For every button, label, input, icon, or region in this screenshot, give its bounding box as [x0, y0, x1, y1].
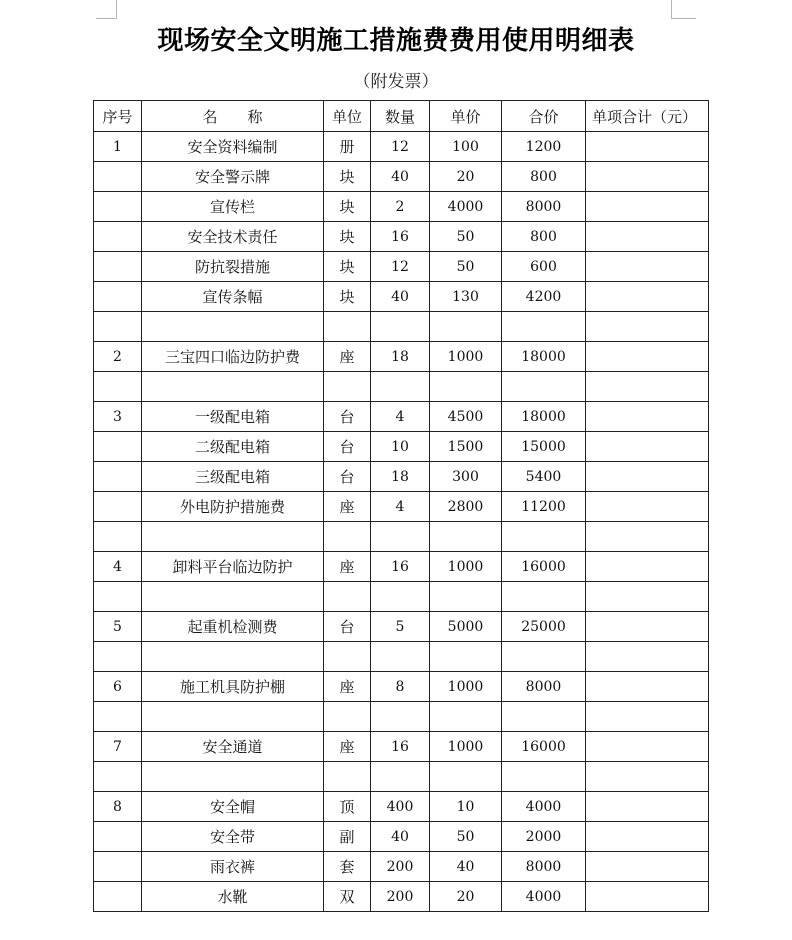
table-row	[94, 192, 709, 222]
row-qty-cell: 12	[371, 132, 430, 162]
row-subtotal-cell	[586, 402, 709, 432]
table-row	[94, 462, 709, 492]
row-total-cell	[502, 372, 586, 402]
row-name-cell: 二级配电箱	[142, 432, 324, 462]
table-row	[94, 642, 709, 672]
row-unit-cell: 座	[324, 732, 371, 762]
row-total-cell: 16000	[502, 552, 586, 582]
row-index-cell	[94, 282, 142, 312]
row-unit-cell	[324, 522, 371, 552]
row-qty-cell	[371, 312, 430, 342]
page-corner-mark-right	[671, 0, 696, 19]
row-total-cell: 4000	[502, 882, 586, 912]
row-unit-cell: 块	[324, 162, 371, 192]
table-row	[94, 282, 709, 312]
row-total-cell: 16000	[502, 732, 586, 762]
row-name-cell	[142, 762, 324, 792]
table-row	[94, 882, 709, 912]
row-subtotal-cell	[586, 882, 709, 912]
row-price-cell: 4500	[430, 402, 502, 432]
table-row	[94, 582, 709, 612]
row-index-cell	[94, 762, 142, 792]
row-subtotal-cell	[586, 702, 709, 732]
row-subtotal-cell	[586, 282, 709, 312]
row-name-cell: 三级配电箱	[142, 462, 324, 492]
row-qty-cell: 200	[371, 852, 430, 882]
table-row	[94, 252, 709, 282]
row-name-cell: 防抗裂措施	[142, 252, 324, 282]
row-unit-cell: 台	[324, 612, 371, 642]
row-qty-cell: 40	[371, 162, 430, 192]
row-price-cell	[430, 582, 502, 612]
row-index-cell	[94, 702, 142, 732]
row-unit-cell: 副	[324, 822, 371, 852]
row-unit-cell: 套	[324, 852, 371, 882]
page-corner-mark-left	[96, 0, 117, 19]
row-price-cell: 20	[430, 162, 502, 192]
table-row	[94, 732, 709, 762]
row-total-cell	[502, 762, 586, 792]
row-subtotal-cell	[586, 462, 709, 492]
row-index-cell: 7	[94, 732, 142, 762]
row-qty-cell	[371, 702, 430, 732]
row-total-cell: 4200	[502, 282, 586, 312]
document-title: 现场安全文明施工措施费费用使用明细表	[157, 26, 635, 56]
row-name-cell: 施工机具防护棚	[142, 672, 324, 702]
row-price-cell: 50	[430, 822, 502, 852]
row-unit-cell: 块	[324, 252, 371, 282]
row-price-cell	[430, 522, 502, 552]
row-price-cell: 300	[430, 462, 502, 492]
row-unit-cell: 台	[324, 402, 371, 432]
row-name-cell	[142, 522, 324, 552]
row-subtotal-cell	[586, 642, 709, 672]
row-name-cell: 水靴	[142, 882, 324, 912]
row-price-cell	[430, 372, 502, 402]
row-subtotal-cell	[586, 672, 709, 702]
row-subtotal-cell	[586, 342, 709, 372]
row-price-cell: 100	[430, 132, 502, 162]
row-index-cell	[94, 432, 142, 462]
row-unit-cell	[324, 762, 371, 792]
header-qty: 数量	[371, 101, 430, 132]
row-index-cell: 1	[94, 132, 142, 162]
row-qty-cell: 10	[371, 432, 430, 462]
row-price-cell: 2800	[430, 492, 502, 522]
header-subtotal: 单项合计（元）	[586, 101, 709, 132]
table-row	[94, 702, 709, 732]
row-name-cell: 宣传条幅	[142, 282, 324, 312]
row-subtotal-cell	[586, 222, 709, 252]
header-unit: 单位	[324, 101, 371, 132]
row-subtotal-cell	[586, 312, 709, 342]
row-total-cell: 5400	[502, 462, 586, 492]
header-index: 序号	[94, 101, 142, 132]
row-name-cell: 安全技术责任	[142, 222, 324, 252]
table-row	[94, 372, 709, 402]
row-total-cell	[502, 522, 586, 552]
row-price-cell: 1000	[430, 672, 502, 702]
row-qty-cell: 18	[371, 462, 430, 492]
row-index-cell	[94, 162, 142, 192]
expense-table	[93, 100, 709, 912]
row-index-cell	[94, 462, 142, 492]
row-price-cell: 50	[430, 222, 502, 252]
table-row	[94, 552, 709, 582]
row-index-cell	[94, 222, 142, 252]
row-price-cell: 20	[430, 882, 502, 912]
row-price-cell: 1500	[430, 432, 502, 462]
row-unit-cell: 座	[324, 552, 371, 582]
header-name: 名 称	[142, 101, 324, 132]
row-qty-cell: 5	[371, 612, 430, 642]
row-total-cell: 8000	[502, 672, 586, 702]
row-qty-cell	[371, 582, 430, 612]
row-subtotal-cell	[586, 252, 709, 282]
row-total-cell: 8000	[502, 852, 586, 882]
row-index-cell	[94, 822, 142, 852]
row-total-cell	[502, 312, 586, 342]
row-subtotal-cell	[586, 192, 709, 222]
row-subtotal-cell	[586, 162, 709, 192]
row-name-cell: 外电防护措施费	[142, 492, 324, 522]
row-qty-cell: 16	[371, 222, 430, 252]
table-row	[94, 792, 709, 822]
row-price-cell: 1000	[430, 552, 502, 582]
row-name-cell: 安全通道	[142, 732, 324, 762]
row-name-cell: 安全资料编制	[142, 132, 324, 162]
row-unit-cell: 块	[324, 192, 371, 222]
row-index-cell	[94, 192, 142, 222]
row-unit-cell	[324, 642, 371, 672]
row-total-cell: 8000	[502, 192, 586, 222]
row-qty-cell: 400	[371, 792, 430, 822]
table-header-row	[94, 101, 709, 132]
table-row	[94, 522, 709, 552]
row-index-cell: 6	[94, 672, 142, 702]
row-name-cell: 一级配电箱	[142, 402, 324, 432]
row-qty-cell: 16	[371, 552, 430, 582]
row-price-cell: 1000	[430, 342, 502, 372]
row-total-cell: 18000	[502, 342, 586, 372]
row-qty-cell: 200	[371, 882, 430, 912]
table-row	[94, 612, 709, 642]
header-price: 单价	[430, 101, 502, 132]
row-price-cell	[430, 702, 502, 732]
row-price-cell: 5000	[430, 612, 502, 642]
row-name-cell	[142, 702, 324, 732]
row-total-cell: 600	[502, 252, 586, 282]
row-index-cell: 4	[94, 552, 142, 582]
row-qty-cell	[371, 372, 430, 402]
row-total-cell: 800	[502, 162, 586, 192]
row-subtotal-cell	[586, 732, 709, 762]
row-total-cell: 1200	[502, 132, 586, 162]
row-name-cell: 宣传栏	[142, 192, 324, 222]
row-index-cell	[94, 642, 142, 672]
row-price-cell: 50	[430, 252, 502, 282]
row-qty-cell: 12	[371, 252, 430, 282]
table-row	[94, 162, 709, 192]
row-subtotal-cell	[586, 612, 709, 642]
row-qty-cell: 40	[371, 282, 430, 312]
row-name-cell: 安全警示牌	[142, 162, 324, 192]
row-total-cell	[502, 642, 586, 672]
row-index-cell	[94, 852, 142, 882]
row-subtotal-cell	[586, 852, 709, 882]
row-unit-cell	[324, 372, 371, 402]
row-index-cell	[94, 492, 142, 522]
row-name-cell: 起重机检测费	[142, 612, 324, 642]
row-total-cell: 2000	[502, 822, 586, 852]
row-unit-cell: 台	[324, 432, 371, 462]
row-name-cell	[142, 582, 324, 612]
row-name-cell	[142, 312, 324, 342]
row-total-cell: 4000	[502, 792, 586, 822]
row-index-cell	[94, 312, 142, 342]
row-subtotal-cell	[586, 522, 709, 552]
row-subtotal-cell	[586, 432, 709, 462]
row-qty-cell: 16	[371, 732, 430, 762]
row-index-cell	[94, 252, 142, 282]
row-index-cell: 3	[94, 402, 142, 432]
row-qty-cell	[371, 642, 430, 672]
row-subtotal-cell	[586, 132, 709, 162]
row-total-cell: 15000	[502, 432, 586, 462]
row-unit-cell	[324, 702, 371, 732]
table-row	[94, 822, 709, 852]
row-subtotal-cell	[586, 762, 709, 792]
row-name-cell: 安全带	[142, 822, 324, 852]
row-qty-cell	[371, 522, 430, 552]
document-subtitle: （附发票）	[353, 72, 439, 92]
row-subtotal-cell	[586, 792, 709, 822]
row-unit-cell: 座	[324, 492, 371, 522]
row-index-cell: 2	[94, 342, 142, 372]
row-subtotal-cell	[586, 552, 709, 582]
row-unit-cell: 块	[324, 222, 371, 252]
row-total-cell	[502, 702, 586, 732]
row-name-cell: 三宝四口临边防护费	[142, 342, 324, 372]
row-index-cell	[94, 582, 142, 612]
row-qty-cell: 4	[371, 492, 430, 522]
row-price-cell: 10	[430, 792, 502, 822]
header-total: 合价	[502, 101, 586, 132]
table-row	[94, 222, 709, 252]
row-unit-cell	[324, 312, 371, 342]
row-index-cell	[94, 522, 142, 552]
row-subtotal-cell	[586, 372, 709, 402]
row-total-cell	[502, 582, 586, 612]
row-unit-cell: 台	[324, 462, 371, 492]
row-unit-cell: 块	[324, 282, 371, 312]
row-unit-cell: 座	[324, 342, 371, 372]
row-name-cell	[142, 372, 324, 402]
row-unit-cell: 顶	[324, 792, 371, 822]
table-row	[94, 342, 709, 372]
row-price-cell: 40	[430, 852, 502, 882]
row-qty-cell: 18	[371, 342, 430, 372]
row-price-cell: 4000	[430, 192, 502, 222]
row-index-cell	[94, 372, 142, 402]
row-total-cell: 25000	[502, 612, 586, 642]
table-row	[94, 132, 709, 162]
row-total-cell: 800	[502, 222, 586, 252]
row-qty-cell: 4	[371, 402, 430, 432]
row-index-cell	[94, 882, 142, 912]
table-row	[94, 312, 709, 342]
row-total-cell: 18000	[502, 402, 586, 432]
row-price-cell	[430, 642, 502, 672]
row-name-cell: 卸料平台临边防护	[142, 552, 324, 582]
table-row	[94, 762, 709, 792]
row-name-cell	[142, 642, 324, 672]
table-row	[94, 852, 709, 882]
table-row	[94, 432, 709, 462]
row-price-cell	[430, 762, 502, 792]
row-index-cell: 5	[94, 612, 142, 642]
row-unit-cell: 册	[324, 132, 371, 162]
row-unit-cell: 双	[324, 882, 371, 912]
table-row	[94, 492, 709, 522]
row-price-cell: 1000	[430, 732, 502, 762]
row-unit-cell	[324, 582, 371, 612]
row-qty-cell: 2	[371, 192, 430, 222]
row-index-cell: 8	[94, 792, 142, 822]
row-total-cell: 11200	[502, 492, 586, 522]
row-qty-cell: 8	[371, 672, 430, 702]
row-price-cell	[430, 312, 502, 342]
row-subtotal-cell	[586, 582, 709, 612]
row-price-cell: 130	[430, 282, 502, 312]
row-qty-cell	[371, 762, 430, 792]
table-row	[94, 672, 709, 702]
table-row	[94, 402, 709, 432]
row-unit-cell: 座	[324, 672, 371, 702]
row-name-cell: 安全帽	[142, 792, 324, 822]
row-subtotal-cell	[586, 822, 709, 852]
row-subtotal-cell	[586, 492, 709, 522]
row-name-cell: 雨衣裤	[142, 852, 324, 882]
row-qty-cell: 40	[371, 822, 430, 852]
